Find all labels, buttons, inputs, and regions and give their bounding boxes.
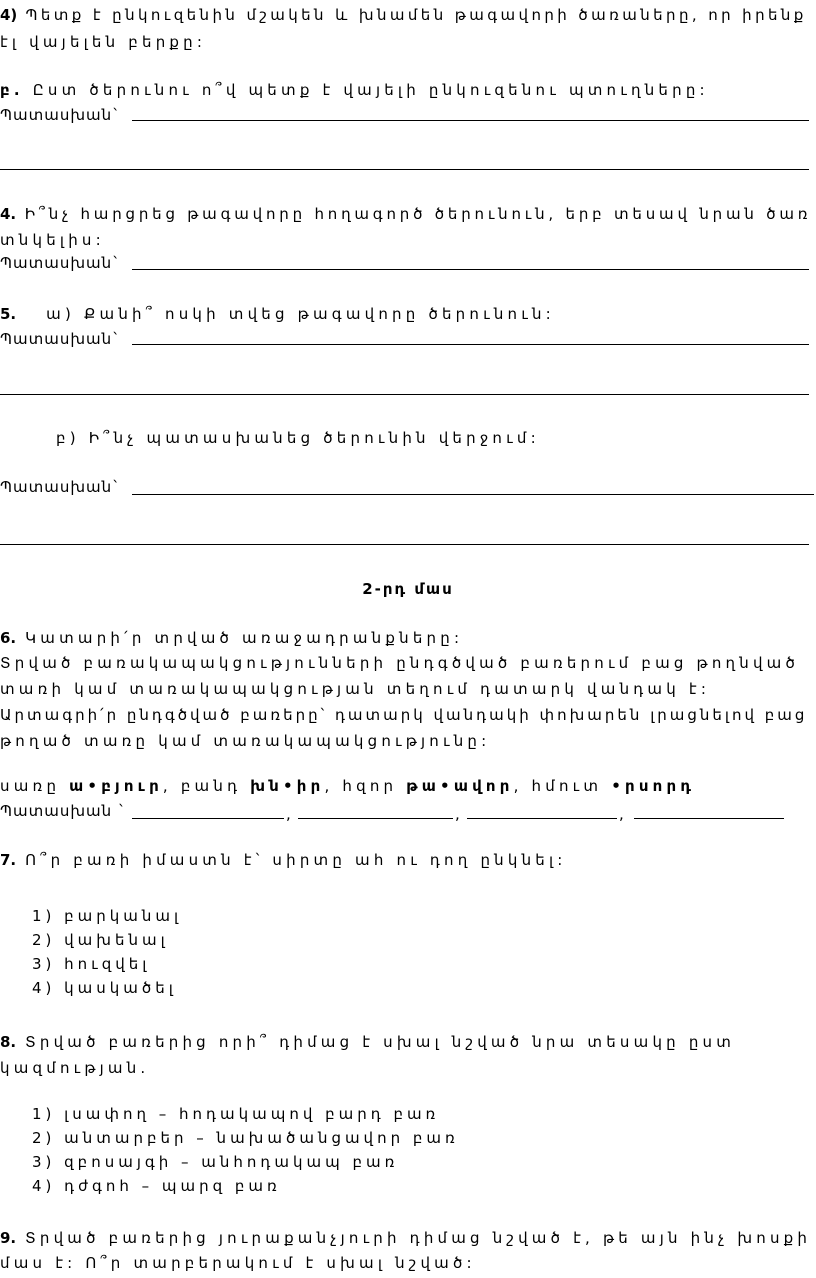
q8-option-3[interactable]: 3) զբոսայգի – անհոդակապ բառ: [32, 1153, 399, 1171]
qb-answer-line-1[interactable]: [132, 120, 809, 121]
q5-answer-line-a-1[interactable]: [132, 344, 809, 345]
q4b-number: 4.: [0, 205, 17, 223]
q6-word-3: թա•ավոր: [406, 777, 514, 795]
q7-number: 7.: [0, 851, 17, 869]
q8-number: 8.: [0, 1033, 17, 1051]
q9-line2: մաս է: Ո՞ր տարբերակում է սխալ նշված:: [0, 1254, 476, 1272]
q6-word-2: խն•իր: [250, 777, 325, 795]
q5-part-a-text: ա) Քանի՞ ոսկի տվեց թագավորը ծերունուն:: [46, 305, 555, 323]
q6-text: Կատարի՛ր տրված առաջադրանքները:: [25, 629, 464, 647]
q6-answer-blank-4[interactable]: [634, 818, 784, 819]
q6-line4: Արտագրի՛ր ընդգծված բառերը՝ դատարկ վանդակի փոխարեն լրացնելով բաց: [0, 706, 808, 724]
q5-answer-label-b: Պատասխան`: [0, 478, 121, 496]
q6-answer-blank-3[interactable]: [467, 818, 617, 819]
q6-answer-label: Պատասխան `: [0, 802, 127, 820]
q4-number: 4): [0, 6, 18, 24]
q6-number: 6.: [0, 629, 17, 647]
q6-word-1: ա•բյուր: [69, 777, 163, 795]
q5-answer-label-a: Պատասխան`: [0, 330, 121, 348]
qb-line: [0, 79, 709, 101]
q4-text: Պետք է ընկուզենին մշակեն և խնամեն թագավորի ծառաները, որ իրենք: [25, 6, 807, 24]
q9-line1: [0, 1227, 811, 1249]
q6-line5: թողած տառը կամ տառակապակցությունը:: [0, 732, 491, 750]
q5-answer-line-b-1[interactable]: [132, 494, 814, 495]
q8-line1: [0, 1031, 735, 1053]
q6-answer-blank-2[interactable]: [298, 818, 453, 819]
q4b-line2: տնկելիս:: [0, 231, 105, 249]
q6-line3: տառի կամ տառակապակցության տեղում դատարկ վանդակ է:: [0, 680, 711, 698]
q7-option-1[interactable]: 1) բարկանալ: [32, 907, 183, 925]
qb-answer-label: Պատասխան`: [0, 106, 121, 124]
q8-option-4[interactable]: 4) դժգոհ – պարզ բառ: [32, 1177, 281, 1195]
qb-marker: բ.: [0, 81, 24, 99]
q8-option-1[interactable]: 1) լսափող – հոդակապով բարդ բառ: [32, 1105, 440, 1123]
q4-line2: էլ վայելեն բերքը:: [0, 33, 207, 51]
q5-part-b-text: բ) Ի՞նչ պատասխանեց ծերունին վերջում:: [56, 429, 540, 447]
q8-line2: կազմության.: [0, 1059, 150, 1077]
q6-word-4: •րսորդ: [611, 777, 696, 795]
q4b-line1: [0, 203, 811, 225]
q8-text: Տրված բառերից որի՞ դիմաց է սխալ նշված նրա տեսակը ըստ: [25, 1033, 736, 1051]
q5-answer-line-b-2[interactable]: [0, 544, 809, 545]
q4b-text: Ի՞նչ հարցրեց թագավորը հողագործ ծերունուն, երբ տեսավ նրան ծառ: [24, 205, 812, 223]
q7-text: Ո՞ր բառի իմաստն է՝ սիրտը ահ ու դող ընկնել:: [25, 851, 567, 869]
section-title: 2-րդ մաս: [362, 580, 454, 598]
qb-text: Ըստ ծերունու ո՞վ պետք է վայելի ընկուզենու պտուղները:: [32, 81, 709, 99]
q9-text: Տրված բառերից յուրաքանչյուրի դիմաց նշված է, թե այն ինչ խոսքի: [25, 1229, 812, 1247]
q5-answer-line-a-2[interactable]: [0, 394, 809, 395]
q6-line1: [0, 627, 463, 649]
q4-line1: [0, 4, 807, 26]
q7-option-3[interactable]: 3) հուզվել: [32, 955, 151, 973]
q4b-answer-label: Պատասխան`: [0, 254, 121, 272]
q9-number: 9.: [0, 1229, 17, 1247]
q6-word-list: սառը ա•բյուր, բանդ խն•իր, հզոր թա•ավոր, հմուտ •րսորդ: [0, 777, 696, 795]
q8-option-2[interactable]: 2) անտարբեր – նախածանցավոր բառ: [32, 1129, 459, 1147]
q7-option-4[interactable]: 4) կասկածել: [32, 979, 177, 997]
qb-answer-line-2[interactable]: [0, 169, 809, 170]
q7-line: [0, 849, 567, 871]
q6-line2: Տրված բառակապակցությունների ընդգծված բառերում բաց թողնված: [0, 654, 800, 672]
q5-part-a-line: [0, 303, 555, 325]
q6-answer-blank-1[interactable]: [132, 818, 284, 819]
q5-number: 5.: [0, 305, 17, 323]
q4b-answer-line[interactable]: [132, 269, 809, 270]
q7-option-2[interactable]: 2) վախենալ: [32, 931, 169, 949]
